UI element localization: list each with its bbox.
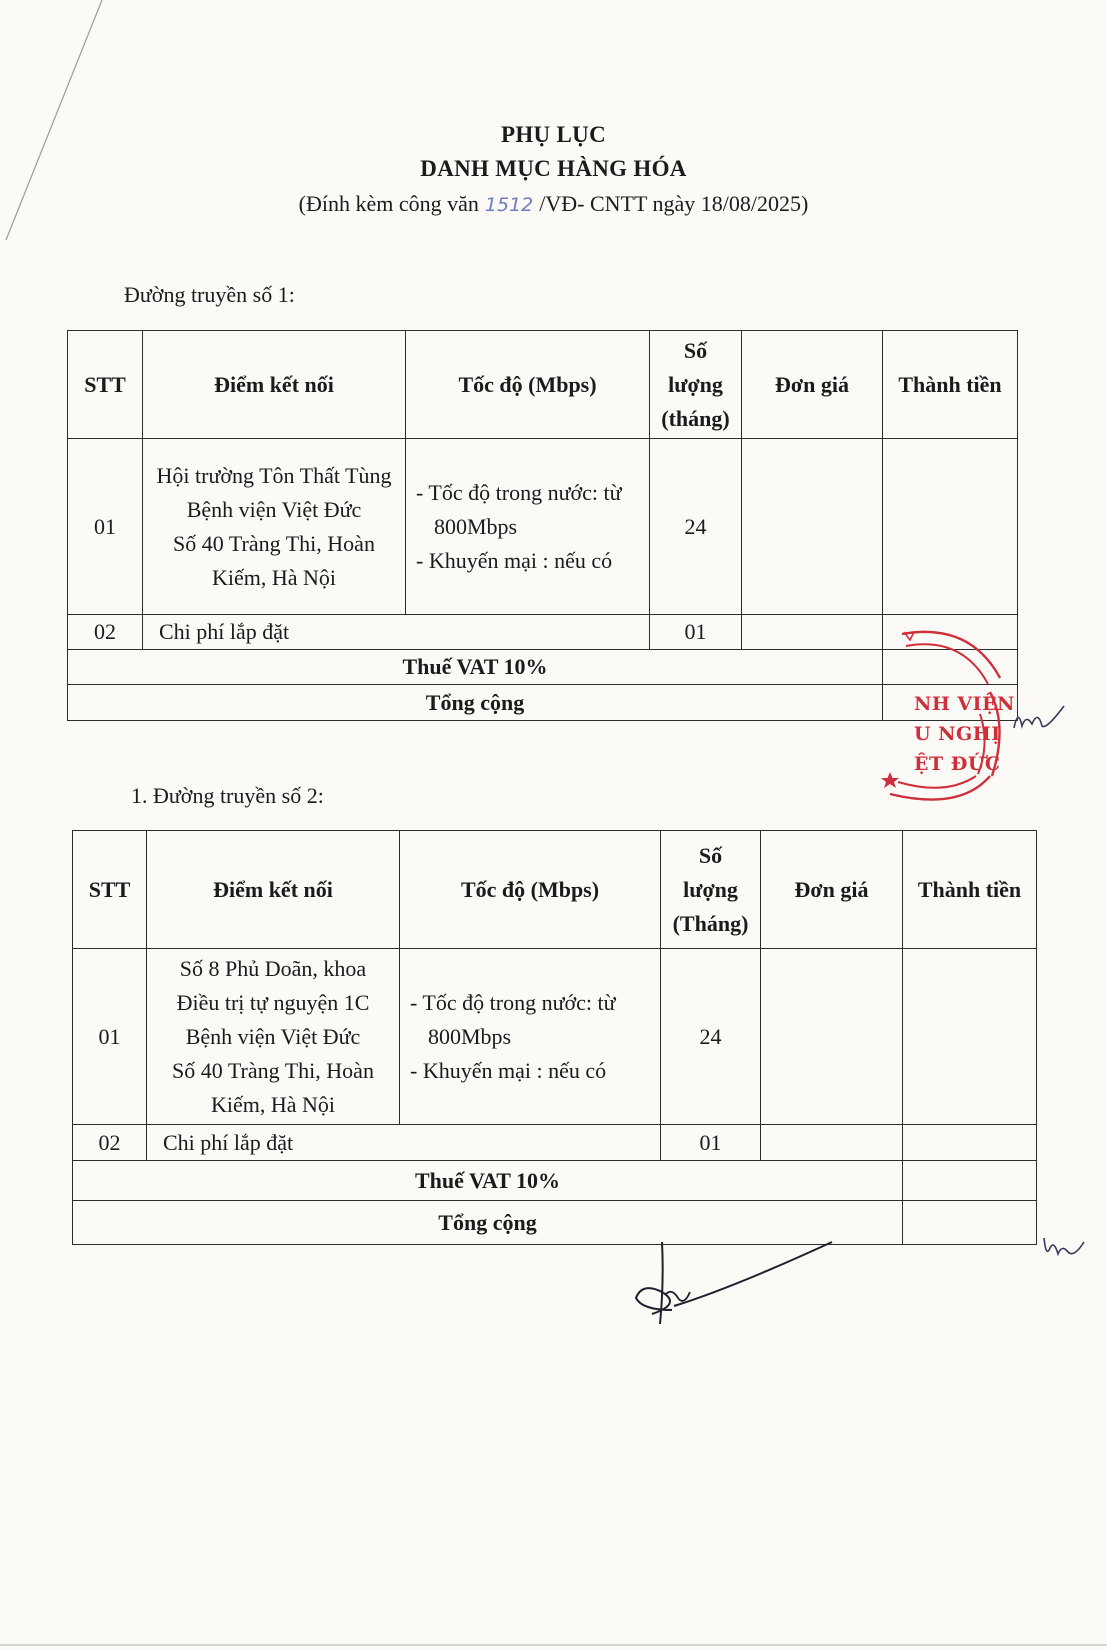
speed-line: 800Mbps: [434, 513, 518, 539]
col-amount: Thành tiền: [883, 331, 1018, 439]
row-stt: 02: [73, 1125, 147, 1161]
table-row: [73, 1161, 1037, 1201]
stamp-text-line: NH VIỆN: [914, 693, 1015, 715]
col-quantity-line: lượng: [668, 371, 723, 397]
row-unit-price: [761, 1125, 903, 1161]
row-unit-price: [742, 439, 883, 615]
col-speed: Tốc độ (Mbps): [406, 331, 650, 439]
location-line: Điều trị tự nguyện 1C: [176, 989, 370, 1015]
vat-label: Thuế VAT 10%: [68, 650, 883, 685]
table-row: [68, 615, 1018, 650]
col-location: Điểm kết nối: [147, 831, 400, 949]
row-speed: [400, 949, 661, 1125]
row-stt: 01: [73, 949, 147, 1125]
col-stt: STT: [68, 331, 143, 439]
row-amount: [903, 1125, 1037, 1161]
location-line: Kiếm, Hà Nội: [210, 1091, 336, 1117]
row-quantity: 24: [661, 949, 761, 1125]
col-quantity: [661, 831, 761, 949]
col-location: Điểm kết nối: [143, 331, 406, 439]
location-line: Số 40 Tràng Thi, Hoàn: [172, 1057, 374, 1083]
total-label: Tổng cộng: [73, 1201, 903, 1245]
table-row: [73, 1125, 1037, 1161]
margin-initials: [1010, 700, 1070, 736]
stamp-text-line: ỆT ĐỨC: [914, 753, 1001, 775]
vat-label: Thuế VAT 10%: [73, 1161, 903, 1201]
attachment-prefix: (Đính kèm công văn: [298, 191, 479, 216]
row-install-label: Chi phí lắp đặt: [147, 1125, 661, 1161]
total-amount: [903, 1201, 1037, 1245]
col-amount: Thành tiền: [903, 831, 1037, 949]
col-quantity-line: Số: [683, 337, 708, 363]
location-line: Số 40 Tràng Thi, Hoàn: [173, 530, 375, 556]
row-amount: [883, 439, 1018, 615]
col-unit-price: Đơn giá: [742, 331, 883, 439]
row-stt: 01: [68, 439, 143, 615]
location-line: Bệnh viện Việt Đức: [186, 496, 362, 522]
goods-list-title: DANH MỤC HÀNG HÓA: [420, 156, 687, 181]
stamp-text-line: U NGHỊ: [914, 723, 1001, 745]
row-location: [147, 949, 400, 1125]
attachment-suffix: /VĐ- CNTT ngày 18/08/2025): [539, 191, 809, 216]
section1-table: [67, 330, 1018, 721]
col-stt: STT: [73, 831, 147, 949]
row-speed: [406, 439, 650, 615]
appendix-title: PHỤ LỤC: [501, 122, 606, 147]
speed-line: - Khuyến mại : nếu có: [410, 1057, 607, 1083]
row-quantity: 01: [661, 1125, 761, 1161]
table-row: [68, 685, 1018, 721]
col-quantity: [650, 331, 742, 439]
col-unit-price: Đơn giá: [761, 831, 903, 949]
handwritten-doc-number: 1512: [484, 194, 534, 216]
speed-line: - Khuyến mại : nếu có: [416, 547, 613, 573]
speed-line: 800Mbps: [428, 1023, 512, 1049]
table-row: [73, 1201, 1037, 1245]
location-line: Bệnh viện Việt Đức: [185, 1023, 361, 1049]
col-quantity-line: (tháng): [661, 405, 730, 431]
col-quantity-line: (Tháng): [672, 910, 749, 936]
total-label: Tổng cộng: [68, 685, 883, 721]
handwritten-signature: [612, 1232, 872, 1332]
section1-label: Đường truyền số 1:: [124, 282, 295, 307]
row-unit-price: [761, 949, 903, 1125]
attachment-reference: [0, 191, 1107, 217]
vat-amount: [903, 1161, 1037, 1201]
col-quantity-line: Số: [698, 842, 723, 868]
table-row: [73, 949, 1037, 1125]
col-quantity-line: lượng: [683, 876, 738, 902]
row-quantity: 24: [650, 439, 742, 615]
table-row: [68, 439, 1018, 615]
row-install-label: Chi phí lắp đặt: [143, 615, 650, 650]
row-stt: 02: [68, 615, 143, 650]
row-amount: [903, 949, 1037, 1125]
location-line: Hội trường Tôn Thất Tùng: [156, 462, 392, 488]
speed-line: - Tốc độ trong nước: từ: [416, 479, 622, 505]
section2-label: 1. Đường truyền số 2:: [131, 783, 324, 808]
row-quantity: 01: [650, 615, 742, 650]
speed-line: - Tốc độ trong nước: từ: [410, 989, 616, 1015]
section2-table: [72, 830, 1037, 1245]
row-unit-price: [742, 615, 883, 650]
location-line: Số 8 Phủ Doãn, khoa: [179, 955, 367, 981]
location-line: Kiếm, Hà Nội: [211, 564, 337, 590]
col-speed: Tốc độ (Mbps): [400, 831, 661, 949]
row-location: [143, 439, 406, 615]
margin-initials: [1040, 1228, 1090, 1264]
table-row: [68, 650, 1018, 685]
